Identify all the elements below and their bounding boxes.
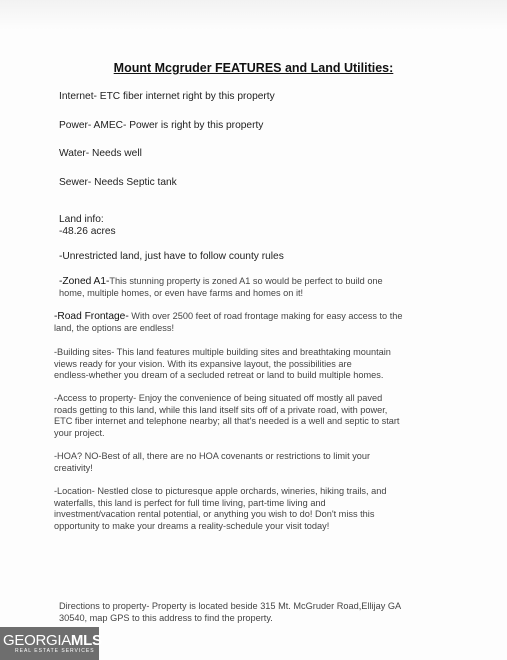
section-location: [54, 486, 484, 532]
section-access-line-1: -Access to property- Enjoy the convenience of being situated off mostly all paved: [54, 393, 383, 403]
section-location-line-4: opportunity to make your dreams a reality-schedule your visit today!: [54, 520, 330, 531]
watermark-brand: GEORGIAMLS: [3, 632, 102, 649]
directions-line-1: Directions to property- Property is located beside 315 Mt. McGruder Road,Ellijay GA: [59, 601, 402, 611]
section-access-line-4: your project.: [54, 427, 105, 438]
section-location-line-1: -Location- Nestled close to picturesque apple orchards, wineries, hiking trails, and: [54, 486, 387, 496]
section-building-line-1: -Building sites- This land features multiple building sites and breathtaking mountain: [54, 347, 391, 357]
section-hoa-line-2: creativity!: [54, 462, 93, 473]
watermark-tagline: REAL ESTATE SERVICES: [15, 648, 95, 654]
utility-water: Water- Needs well: [59, 148, 142, 159]
utility-sewer: Sewer- Needs Septic tank: [59, 177, 177, 188]
georgia-mls-watermark: [0, 627, 102, 660]
section-location-line-3: investment/vacation rental potential, or anything you wish to do! Don't miss this: [54, 509, 375, 519]
acreage: -48.26 acres: [59, 226, 116, 237]
section-road-line-2: land, the options are endless!: [54, 322, 175, 333]
section-location-line-2: waterfalls, this land is perfect for full time living, part-time living and: [54, 497, 326, 508]
section-access-line-2: roads getting to this land, while this land itself sits off of a private road, with power,: [54, 404, 388, 415]
section-hoa-line-1: -HOA? NO-Best of all, there are no HOA covenants or restrictions to limit your: [54, 451, 371, 461]
section-access: [54, 393, 494, 439]
utility-power: Power- AMEC- Power is right by this property: [59, 120, 264, 131]
section-road-line-1: With over 2500 feet of road frontage making for easy access to the: [128, 311, 403, 321]
section-hoa: [54, 451, 484, 474]
section-building-line-2: views ready for your vision. With its expansive layout, the possibilities are: [54, 358, 352, 369]
section-building-sites: [54, 347, 484, 382]
section-zoned-line-1: This stunning property is zoned A1 so would be perfect to build one: [109, 276, 383, 286]
document-title: Mount Mcgruder FEATURES and Land Utilities:: [113, 61, 394, 75]
section-road-frontage: [54, 311, 484, 334]
scan-shading: [0, 0, 507, 30]
unrestricted-note: -Unrestricted land, just have to follow county rules: [59, 251, 284, 262]
section-zoned-lead: -Zoned A1-: [59, 276, 110, 287]
land-info-label: Land info:: [59, 214, 104, 225]
utility-internet: Internet- ETC fiber internet right by this property: [59, 91, 275, 102]
section-directions: [59, 601, 489, 624]
section-road-lead: -Road Frontage-: [54, 311, 129, 322]
directions-line-2: 30540, map GPS to this address to find the property.: [59, 612, 273, 623]
section-building-line-3: endless-whether you dream of a secluded retreat or land to build multiple homes.: [54, 370, 384, 380]
section-zoned-line-2: home, multiple homes, or even have farms and homes on it!: [59, 287, 304, 298]
section-zoned: [59, 276, 479, 299]
section-access-line-3: ETC fiber internet and telephone nearby; all that's needed is a well and septic to start: [54, 416, 400, 426]
